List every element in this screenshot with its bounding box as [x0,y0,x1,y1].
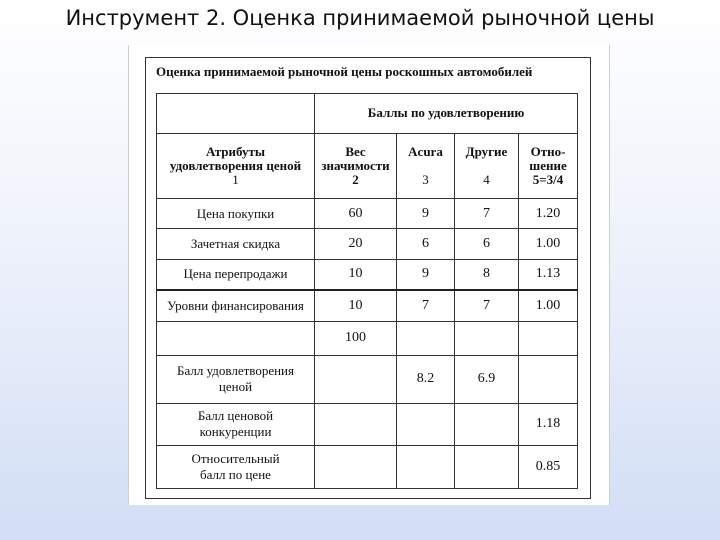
competition-label: Балл ценовой конкуренции [157,403,315,445]
table-row [157,259,578,289]
scanned-table-image [128,45,610,505]
total-row [157,321,578,355]
price-evaluation-table [156,93,578,489]
row-attr: Зачетная скидка [157,229,315,259]
relative-label: Относительный балл по цене [157,445,315,488]
other-column-header: Другие 4 [455,133,519,198]
row-weight: 20 [315,229,397,259]
table-row [157,199,578,229]
row-acura: 7 [397,290,455,322]
table-row [157,229,578,259]
row-weight: 10 [315,290,397,322]
attr-column-header: Атрибуты удовлетворения ценой 1 [157,133,315,198]
acura-column-header: Acura 3 [397,133,455,198]
table-row [157,290,578,322]
relative-row [157,445,578,488]
row-other: 7 [455,199,519,229]
row-weight: 60 [315,199,397,229]
row-ratio: 1.13 [519,259,578,289]
satisfaction-other: 6.9 [455,355,519,403]
row-ratio: 1.00 [519,229,578,259]
weight-column-header: Вес значимости 2 [315,133,397,198]
row-weight: 10 [315,259,397,289]
table-title: Оценка принимаемой рыночной цены роскошных автомобилей [156,64,533,79]
satisfaction-acura: 8.2 [397,355,455,403]
competition-row [157,403,578,445]
row-attr: Цена покупки [157,199,315,229]
row-ratio: 1.20 [519,199,578,229]
total-weight: 100 [315,321,397,355]
row-acura: 6 [397,229,455,259]
row-other: 6 [455,229,519,259]
group-header: Баллы по удовлетворению [315,94,578,134]
satisfaction-label: Балл удовлетворения ценой [157,355,315,403]
ratio-column-header: Отно- шение 5=3/4 [519,133,578,198]
row-acura: 9 [397,259,455,289]
row-attr: Уровни финансирования [157,290,315,322]
header-empty-cell [157,94,315,134]
row-other: 8 [455,259,519,289]
row-acura: 9 [397,199,455,229]
slide-title: Инструмент 2. Оценка принимаемой рыночной цены [65,6,655,30]
competition-ratio: 1.18 [519,403,578,445]
row-other: 7 [455,290,519,322]
satisfaction-row [157,355,578,403]
relative-ratio: 0.85 [519,445,578,488]
row-ratio: 1.00 [519,290,578,322]
row-attr: Цена перепродажи [157,259,315,289]
